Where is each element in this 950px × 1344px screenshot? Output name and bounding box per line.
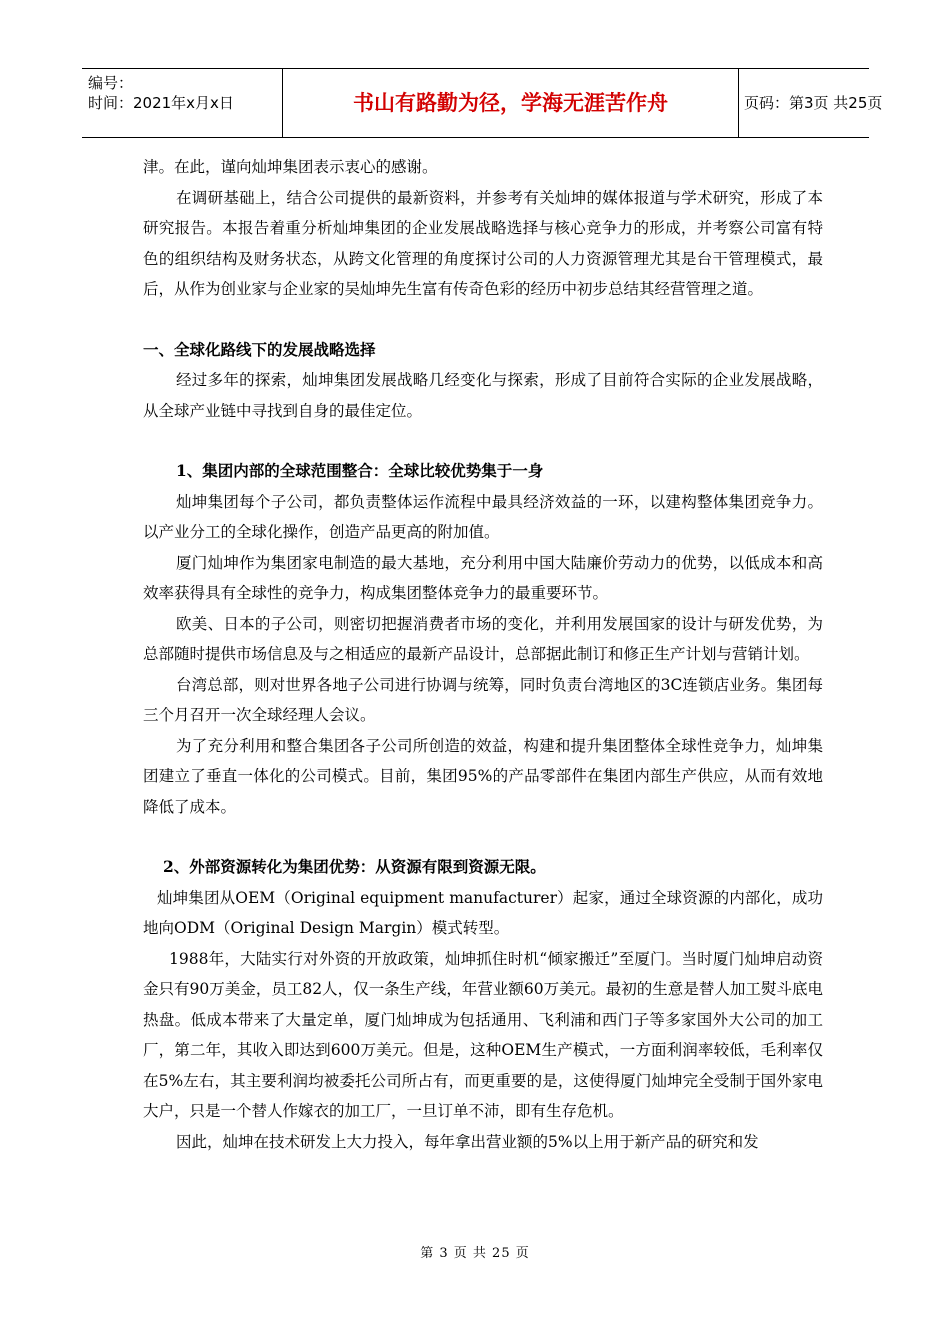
- paragraph: 台湾总部，则对世界各地子公司进行协调与统筹，同时负责台湾地区的3C连锁店业务。集团每三个月召开一次全球经理人会议。: [143, 675, 823, 724]
- subsection-heading: 2、外部资源转化为集团优势：从资源有限到资源无限。: [163, 857, 546, 876]
- header-meta: [82, 69, 282, 137]
- spacer: [143, 305, 823, 335]
- paragraph: 灿坤集团从OEM（Original equipment manufacturer）起家，通过全球资源的内部化，成功地向ODM（Original Design Margin）模式转型。: [143, 888, 823, 937]
- paragraph: 欧美、日本的子公司，则密切把握消费者市场的变化，并利用发展国家的设计与研发优势，为总部随时提供市场信息及与之相适应的最新产品设计，总部据此制订和修正生产计划与营销计划。: [143, 614, 823, 663]
- subsection-heading: 1、集团内部的全球范围整合：全球比较优势集于一身: [176, 461, 544, 480]
- spacer: [143, 426, 823, 456]
- paragraph: 1988年，大陆实行对外资的开放政策，灿坤抓住时机“倾家搬迁”至厦门。当时厦门灿坤启动资金只有90万美金，员工82人，仅一条生产线，年营业额60万美元。最初的生意是替人加工熨斗底电热盘。低成本带来了大量定单，厦门灿坤成为包括通用、飞利浦和西门子等多家国外大公司的加工厂，第二年，其收入即达到600万美元。但是，这种OEM生产模式，一方面利润率较低，毛利率仅在5%左右，其主要利润均被委托公司所占有，而更重要的是，这使得厦门灿坤完全受制于国外家电大户，只是一个替人作嫁衣的加工厂，一旦订单不沛，即有生存危机。: [143, 949, 823, 1120]
- number-label: 编号：: [88, 74, 134, 92]
- paragraph: 经过多年的探索，灿坤集团发展战略几经变化与探索，形成了目前符合实际的企业发展战略，从全球产业链中寻找到自身的最佳定位。: [143, 371, 823, 420]
- paragraph: 津。在此，谨向灿坤集团表示衷心的感谢。: [143, 158, 438, 176]
- paragraph: 在调研基础上，结合公司提供的最新资料，并参考有关灿坤的媒体报道与学术研究，形成了本研究报告。本报告着重分析灿坤集团的企业发展战略选择与核心竞争力的形成，并考察公司富有特色的组织结构及财务状态，从跨文化管理的角度探讨公司的人力资源管理尤其是台干管理模式，最后，从作为创业家与企业家的吴灿坤先生富有传奇色彩的经历中初步总结其经营管理之道。: [143, 188, 823, 298]
- time-label: 时间：2021年x月x日: [88, 94, 234, 112]
- paragraph: 为了充分利用和整合集团各子公司所创造的效益，构建和提升集团整体全球性竞争力，灿坤集团建立了垂直一体化的公司模式。目前，集团95%的产品零部件在集团内部生产供应，从而有效地降低了成本。: [143, 736, 823, 816]
- spacer: [143, 822, 823, 852]
- paragraph: 灿坤集团每个子公司，都负责整体运作流程中最具经济效益的一环，以建构整体集团竞争力。以产业分工的全球化操作，创造产品更高的附加值。: [143, 492, 823, 541]
- header-motto: 书山有路勤为径，学海无涯苦作舟: [282, 69, 739, 137]
- page-header: [82, 68, 883, 138]
- section-heading: 一、全球化路线下的发展战略选择: [143, 339, 376, 359]
- header-page-info: 页码：第3页 共25页: [744, 94, 883, 112]
- document-body: [143, 152, 823, 1157]
- page-footer: 第 3 页 共 25 页: [420, 1246, 530, 1261]
- paragraph: 因此，灿坤在技术研发上大力投入，每年拿出营业额的5%以上用于新产品的研究和发: [176, 1132, 759, 1151]
- paragraph: 厦门灿坤作为集团家电制造的最大基地，充分利用中国大陆廉价劳动力的优势，以低成本和高效率获得具有全球性的竞争力，构成集团整体竞争力的最重要环节。: [143, 553, 823, 602]
